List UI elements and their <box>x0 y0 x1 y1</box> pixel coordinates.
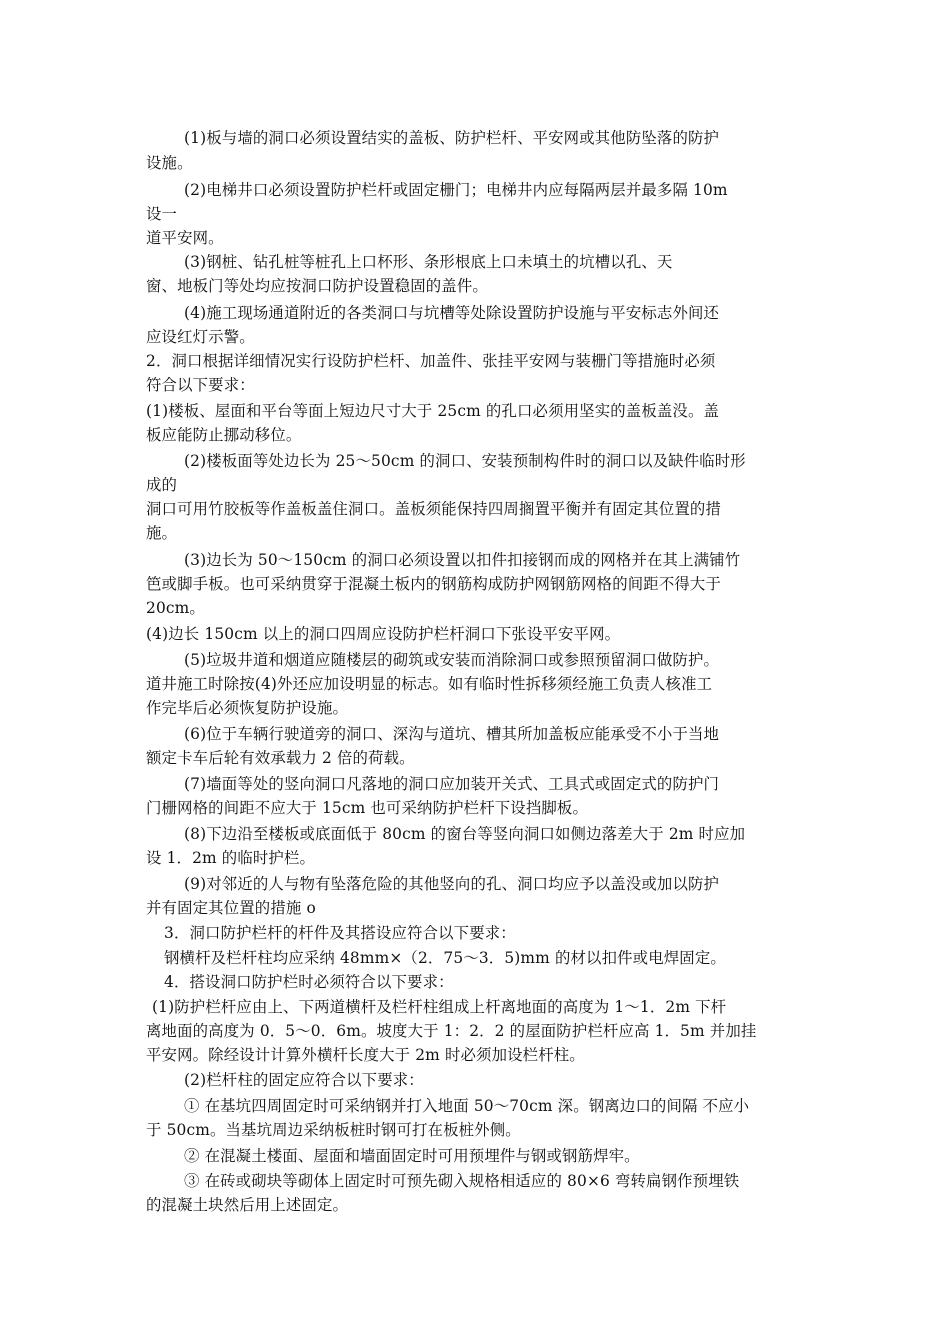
text-line: (8)下边沿至楼板或底面低于 80cm 的窗台等竖向洞口如侧边落差大于 2m 时应加 <box>184 825 746 843</box>
text-line: 洞口可用竹胶板等作盖板盖住洞口。盖板须能保持四周搁置平衡并有固定其位置的措 <box>146 500 722 518</box>
text-line: 窗、地板门等处均应按洞口防护设置稳固的盖件。 <box>146 277 488 295</box>
text-line: 钢横杆及栏杆柱均应采纳 48mm×（2．75～3．5)mm 的材以扣件或电焊固定。 <box>164 949 726 967</box>
text-line: (4)施工现场通道附近的各类洞口与坑槽等处除设置防护设施与平安标志外间还 <box>184 304 720 322</box>
text-line: 成的 <box>146 476 178 494</box>
text-line: (6)位于车辆行驶道旁的洞口、深沟与道坑、槽其所加盖板应能承受不小于当地 <box>184 725 720 743</box>
text-line: 平安网。除经设计计算外横杆长度大于 2m 时必须加设栏杆柱。 <box>146 1046 585 1064</box>
text-line: 设 1．2m 的临时护栏。 <box>146 849 316 867</box>
text-line: ③ 在砖或砌块等砌体上固定时可预先砌入规格相适应的 80×6 弯转扁钢作预埋铁 <box>184 1172 740 1190</box>
text-line: 设施。 <box>146 154 193 172</box>
text-line: (5)垃圾井道和烟道应随楼层的砌筑或安装而消除洞口或参照预留洞口做防护。 <box>184 651 720 669</box>
text-line: (1)楼板、屋面和平台等面上短边尺寸大于 25cm 的孔口必须用坚实的盖板盖没。盖 <box>146 402 720 420</box>
text-line: 额定卡车后轮有效承载力 2 倍的荷载。 <box>146 749 415 767</box>
text-line: 作完毕后必须恢复防护设施。 <box>146 699 349 717</box>
text-line: 的混凝土块然后用上述固定。 <box>146 1196 349 1214</box>
text-line: 板应能防止挪动移位。 <box>146 426 302 444</box>
text-line: (9)对邻近的人与物有坠落危险的其他竖向的孔、洞口均应予以盖没或加以防护 <box>184 875 720 893</box>
text-line: (2)栏杆柱的固定应符合以下要求： <box>184 1071 424 1089</box>
text-line: (1)防护栏杆应由上、下两道横杆及栏杆柱组成上杆离地面的高度为 1～1．2m 下杆 <box>152 998 727 1016</box>
text-line: (3)边长为 50～150cm 的洞口必须设置以扣件扣接钢而成的网格并在其上满铺竹 <box>184 551 741 569</box>
text-line: (7)墙面等处的竖向洞口凡落地的洞口应加装开关式、工具式或固定式的防护门 <box>184 775 720 793</box>
text-line: 符合以下要求： <box>146 376 255 394</box>
text-line: 于 50cm。当基坑周边采纳板桩时钢可打在板桩外侧。 <box>146 1121 521 1139</box>
text-line: ① 在基坑四周固定时可采纳钢并打入地面 50～70cm 深。钢离边口的间隔 不应小 <box>184 1097 750 1115</box>
text-line: 并有固定其位置的措施 o <box>146 899 316 917</box>
text-line: 应设红灯示警。 <box>146 328 255 346</box>
text-line: ② 在混凝土楼面、屋面和墙面固定时可用预埋件与钢或钢筋焊牢。 <box>184 1147 640 1165</box>
text-line: 离地面的高度为 0．5～0．6m。坡度大于 1：2．2 的屋面防护栏杆应高 1．5m 并加挂 <box>146 1022 757 1040</box>
text-line: (2)电梯井口必须设置防护栏杆或固定栅门；电梯井内应每隔两层并最多隔 10m <box>184 181 728 199</box>
text-line: (4)边长 150cm 以上的洞口四周应设防护栏杆洞口下张设平安平网。 <box>146 625 621 643</box>
text-line: (1)板与墙的洞口必须设置结实的盖板、防护栏杆、平安网或其他防坠落的防护 <box>184 129 720 147</box>
text-line: (2)楼板面等处边长为 25～50cm 的洞口、安装预制构件时的洞口以及缺件临时形 <box>184 452 746 470</box>
text-line: 3．洞口防护栏杆的杆件及其搭设应符合以下要求： <box>164 924 516 942</box>
text-line: 设一 <box>146 205 178 223</box>
text-line: (3)钢桩、钻孔桩等桩孔上口杯形、条形根底上口未填土的坑槽以孔、天 <box>184 253 673 271</box>
text-line: 笆或脚手板。也可采纳贯穿于混凝土板内的钢筋构成防护网钢筋网格的间距不得大于 <box>146 575 722 593</box>
text-line: 施。 <box>146 524 178 542</box>
text-line: 道平安网。 <box>146 229 224 247</box>
text-line: 20cm。 <box>146 599 205 617</box>
text-line: 2．洞口根据详细情况实行设防护栏杆、加盖件、张挂平安网与装栅门等措施时必须 <box>146 352 716 370</box>
text-line: 道井施工时除按(4)外还应加设明显的标志。如有临时性拆移须经施工负责人核准工 <box>146 675 713 693</box>
text-line: 门栅网格的间距不应大于 15cm 也可采纳防护栏杆下设挡脚板。 <box>146 799 588 817</box>
text-line: 4．搭设洞口防护栏时必须符合以下要求： <box>164 973 454 991</box>
